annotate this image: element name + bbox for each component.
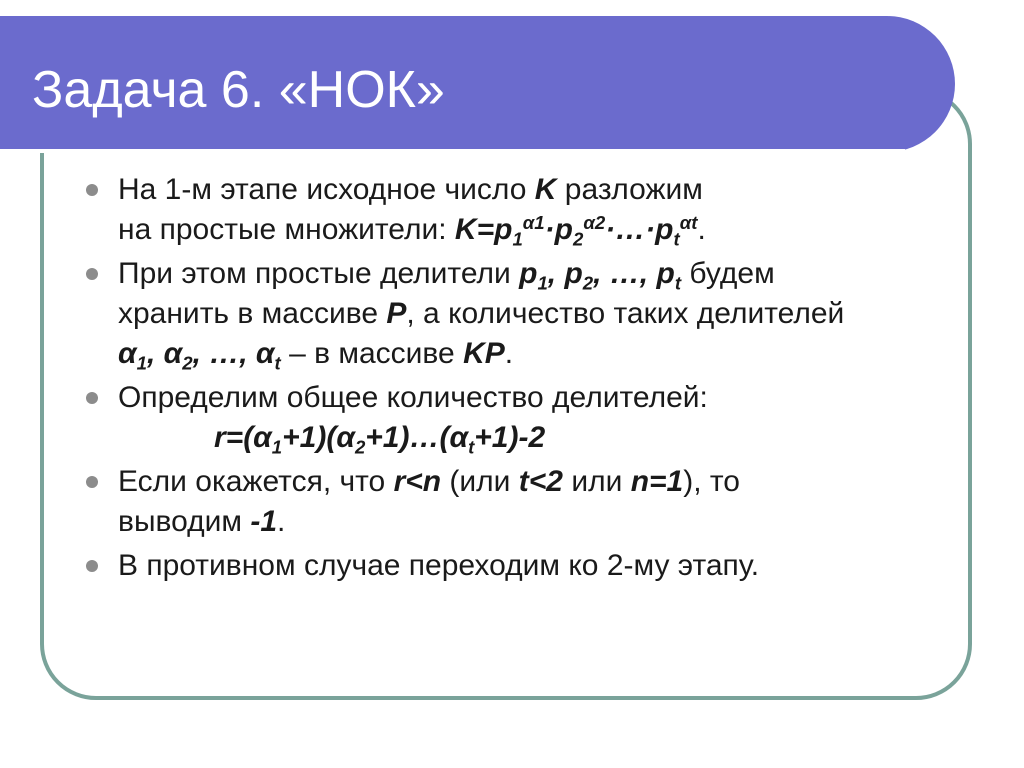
math-text: , …, α xyxy=(192,337,275,370)
text-line xyxy=(118,462,962,502)
bullet-list xyxy=(82,170,962,590)
text-line xyxy=(118,334,962,374)
math-text: , …, p xyxy=(593,257,675,290)
math-text: +1)(α xyxy=(282,421,355,454)
text-line xyxy=(118,170,962,210)
subscript: t xyxy=(274,352,281,374)
math-text: +1)…(α xyxy=(365,421,469,454)
text-line xyxy=(118,502,962,542)
math-text: KP xyxy=(463,337,505,370)
text-line xyxy=(118,254,962,294)
math-text: p xyxy=(519,257,538,290)
math-text: K xyxy=(534,173,557,206)
math-text: ·p xyxy=(544,213,573,246)
text-run: На 1-м этапе исходное число xyxy=(118,173,535,206)
bullet-dot-icon xyxy=(86,476,98,488)
bullet-item-3 xyxy=(82,378,962,458)
subscript: 2 xyxy=(582,272,594,294)
subscript: t xyxy=(673,228,680,250)
math-text: K=p xyxy=(454,213,513,246)
bullet-item-2 xyxy=(82,254,962,374)
bullet-dot-icon xyxy=(86,184,98,196)
bullet-dot-icon xyxy=(86,392,98,404)
slide-title: Задача 6. «НОК» xyxy=(32,61,445,119)
math-text: n=1 xyxy=(630,465,684,498)
text-run: . xyxy=(697,213,706,246)
text-run: В противном случае переходим ко 2-му этапу. xyxy=(118,549,760,582)
text-run: Если окажется, что xyxy=(118,465,394,498)
text-line xyxy=(118,378,962,418)
text-run: выводим xyxy=(118,505,251,538)
subscript: t xyxy=(468,436,475,458)
text-run: или xyxy=(562,465,631,498)
text-run: , а количество таких делителей xyxy=(406,297,845,330)
math-text: r=(α xyxy=(214,421,272,454)
math-text: , p xyxy=(547,257,583,290)
subscript: 2 xyxy=(572,228,584,250)
subscript: 1 xyxy=(512,228,523,250)
math-text: P xyxy=(386,297,407,330)
math-text: t<2 xyxy=(518,465,563,498)
subscript: 1 xyxy=(271,436,283,458)
math-text: r<n xyxy=(393,465,442,498)
math-text: ·…·p xyxy=(605,213,674,246)
text-run: будем xyxy=(681,257,775,290)
text-run: хранить в массиве xyxy=(118,297,387,330)
bullet-item-5 xyxy=(82,546,962,586)
subscript: 2 xyxy=(182,352,193,374)
text-run: ), то xyxy=(683,465,740,498)
text-run: . xyxy=(277,505,286,538)
text-run: – в массиве xyxy=(280,337,464,370)
text-line xyxy=(118,294,962,334)
superscript: α2 xyxy=(583,211,606,233)
formula-line xyxy=(118,418,962,458)
math-text: +1)-2 xyxy=(474,421,546,454)
text-run: Определим общее количество делителей: xyxy=(118,381,708,414)
text-line xyxy=(118,546,962,586)
math-text: -1 xyxy=(250,505,278,538)
subscript: 2 xyxy=(354,436,366,458)
text-run: разложим xyxy=(556,173,703,206)
subscript: 1 xyxy=(136,352,147,374)
superscript: αt xyxy=(679,211,698,233)
math-text: α xyxy=(118,337,137,370)
text-run: . xyxy=(504,337,514,370)
title-bar xyxy=(0,16,955,152)
math-text: , α xyxy=(146,337,183,370)
text-line xyxy=(118,210,962,250)
bullet-item-1 xyxy=(82,170,962,250)
superscript: α1 xyxy=(522,211,545,233)
subscript: t xyxy=(674,272,682,294)
subscript: 1 xyxy=(537,272,548,294)
text-run: на простые множители: xyxy=(118,213,455,246)
bullet-dot-icon xyxy=(86,268,98,280)
bullet-dot-icon xyxy=(86,560,98,572)
title-underline xyxy=(0,149,905,153)
text-run: (или xyxy=(441,465,519,498)
text-run: При этом простые делители xyxy=(118,257,520,290)
bullet-item-4 xyxy=(82,462,962,542)
